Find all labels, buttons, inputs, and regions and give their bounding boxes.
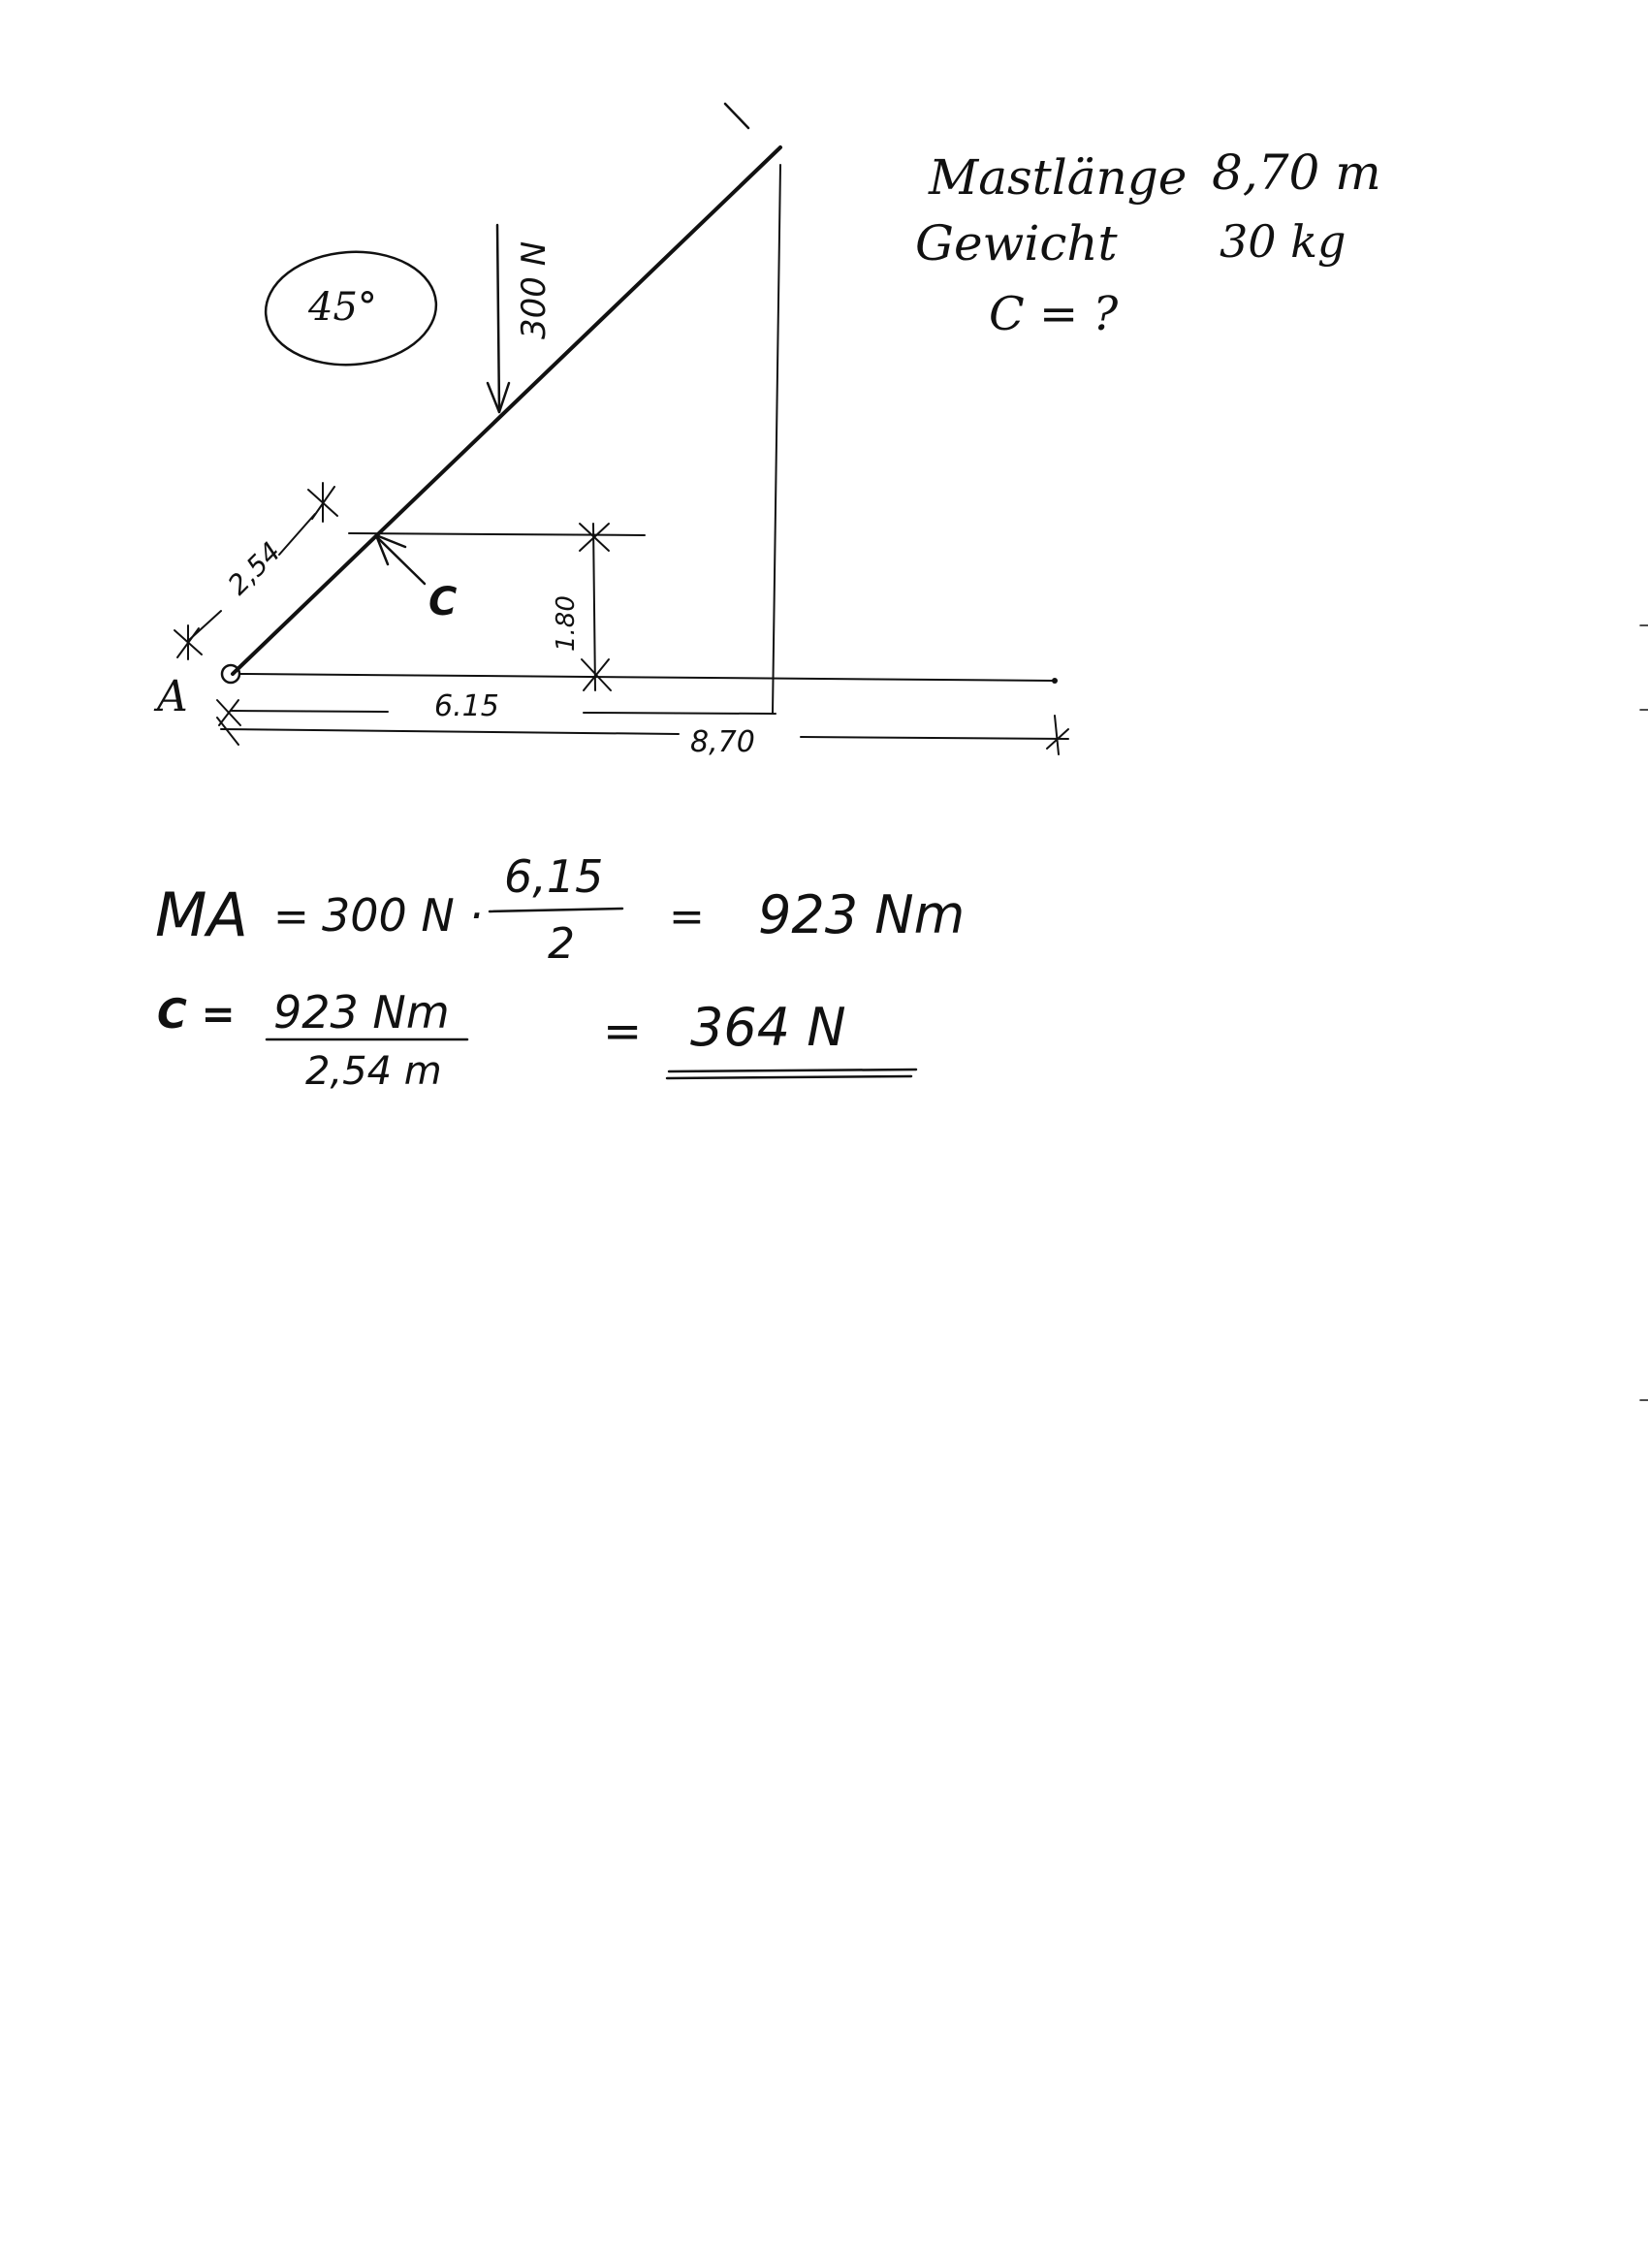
moment-result: 923 Nm — [758, 884, 966, 945]
mast-line — [233, 147, 780, 674]
calculation-block — [155, 850, 965, 1094]
vertical-line — [773, 165, 780, 713]
givens-block — [915, 144, 1381, 341]
load-dim-line-right — [584, 713, 776, 714]
load-dim-label: 6.15 — [434, 689, 499, 723]
mast-length-value: 8,70 m — [1212, 144, 1381, 201]
total-dim-label: 8,70 — [690, 725, 755, 759]
c-unknown: C = ? — [989, 287, 1119, 341]
c-result: 364 N — [690, 997, 846, 1058]
height-dim-label: 1.80 — [552, 595, 581, 652]
c-level-line — [349, 533, 645, 535]
height-dim-line — [593, 524, 595, 690]
angle-label: 45° — [308, 285, 377, 330]
pivot-label: A — [157, 672, 188, 721]
moment-force: 300 N · — [322, 889, 484, 942]
baseline — [240, 674, 1055, 681]
load-dim-line-left — [231, 711, 388, 712]
moment-numerator: 6,15 — [504, 850, 604, 903]
c-lhs: C = — [157, 990, 236, 1038]
c-eq: = — [603, 1005, 643, 1059]
baseline-end-dot — [1052, 678, 1058, 684]
force-label: 300 N — [515, 240, 554, 339]
c-denominator: 2,54 m — [305, 1049, 442, 1094]
mast-length-label: Mastlänge — [929, 149, 1188, 206]
total-dim-line-right — [801, 737, 1068, 739]
incline-dim-label: 2,54 — [221, 535, 288, 601]
total-dim-tick-right — [1047, 716, 1068, 754]
height-dim-tick-bottom — [582, 659, 611, 690]
moment-lhs: MA — [155, 879, 248, 950]
result-underline-2 — [667, 1076, 911, 1078]
support-label: C — [428, 580, 458, 624]
force-arrow-shaft — [497, 225, 499, 412]
moment-eq: = — [273, 892, 309, 942]
incline-dim-line-2 — [279, 514, 315, 555]
weight-value: 30 kg — [1220, 215, 1347, 268]
incline-dim-tick-low — [174, 625, 202, 659]
result-underline-1 — [669, 1070, 916, 1071]
c-numerator: 923 Nm — [273, 986, 450, 1038]
moment-arrow: = — [669, 892, 705, 942]
weight-label: Gewicht — [915, 215, 1118, 272]
total-dim-tick-left — [217, 718, 238, 745]
scan-marks — [1640, 625, 1648, 1400]
mast-top-tick — [725, 104, 748, 128]
moment-denominator: 2 — [548, 919, 575, 969]
moment-fraction-bar — [490, 909, 622, 911]
total-dim-line-left — [221, 729, 679, 734]
